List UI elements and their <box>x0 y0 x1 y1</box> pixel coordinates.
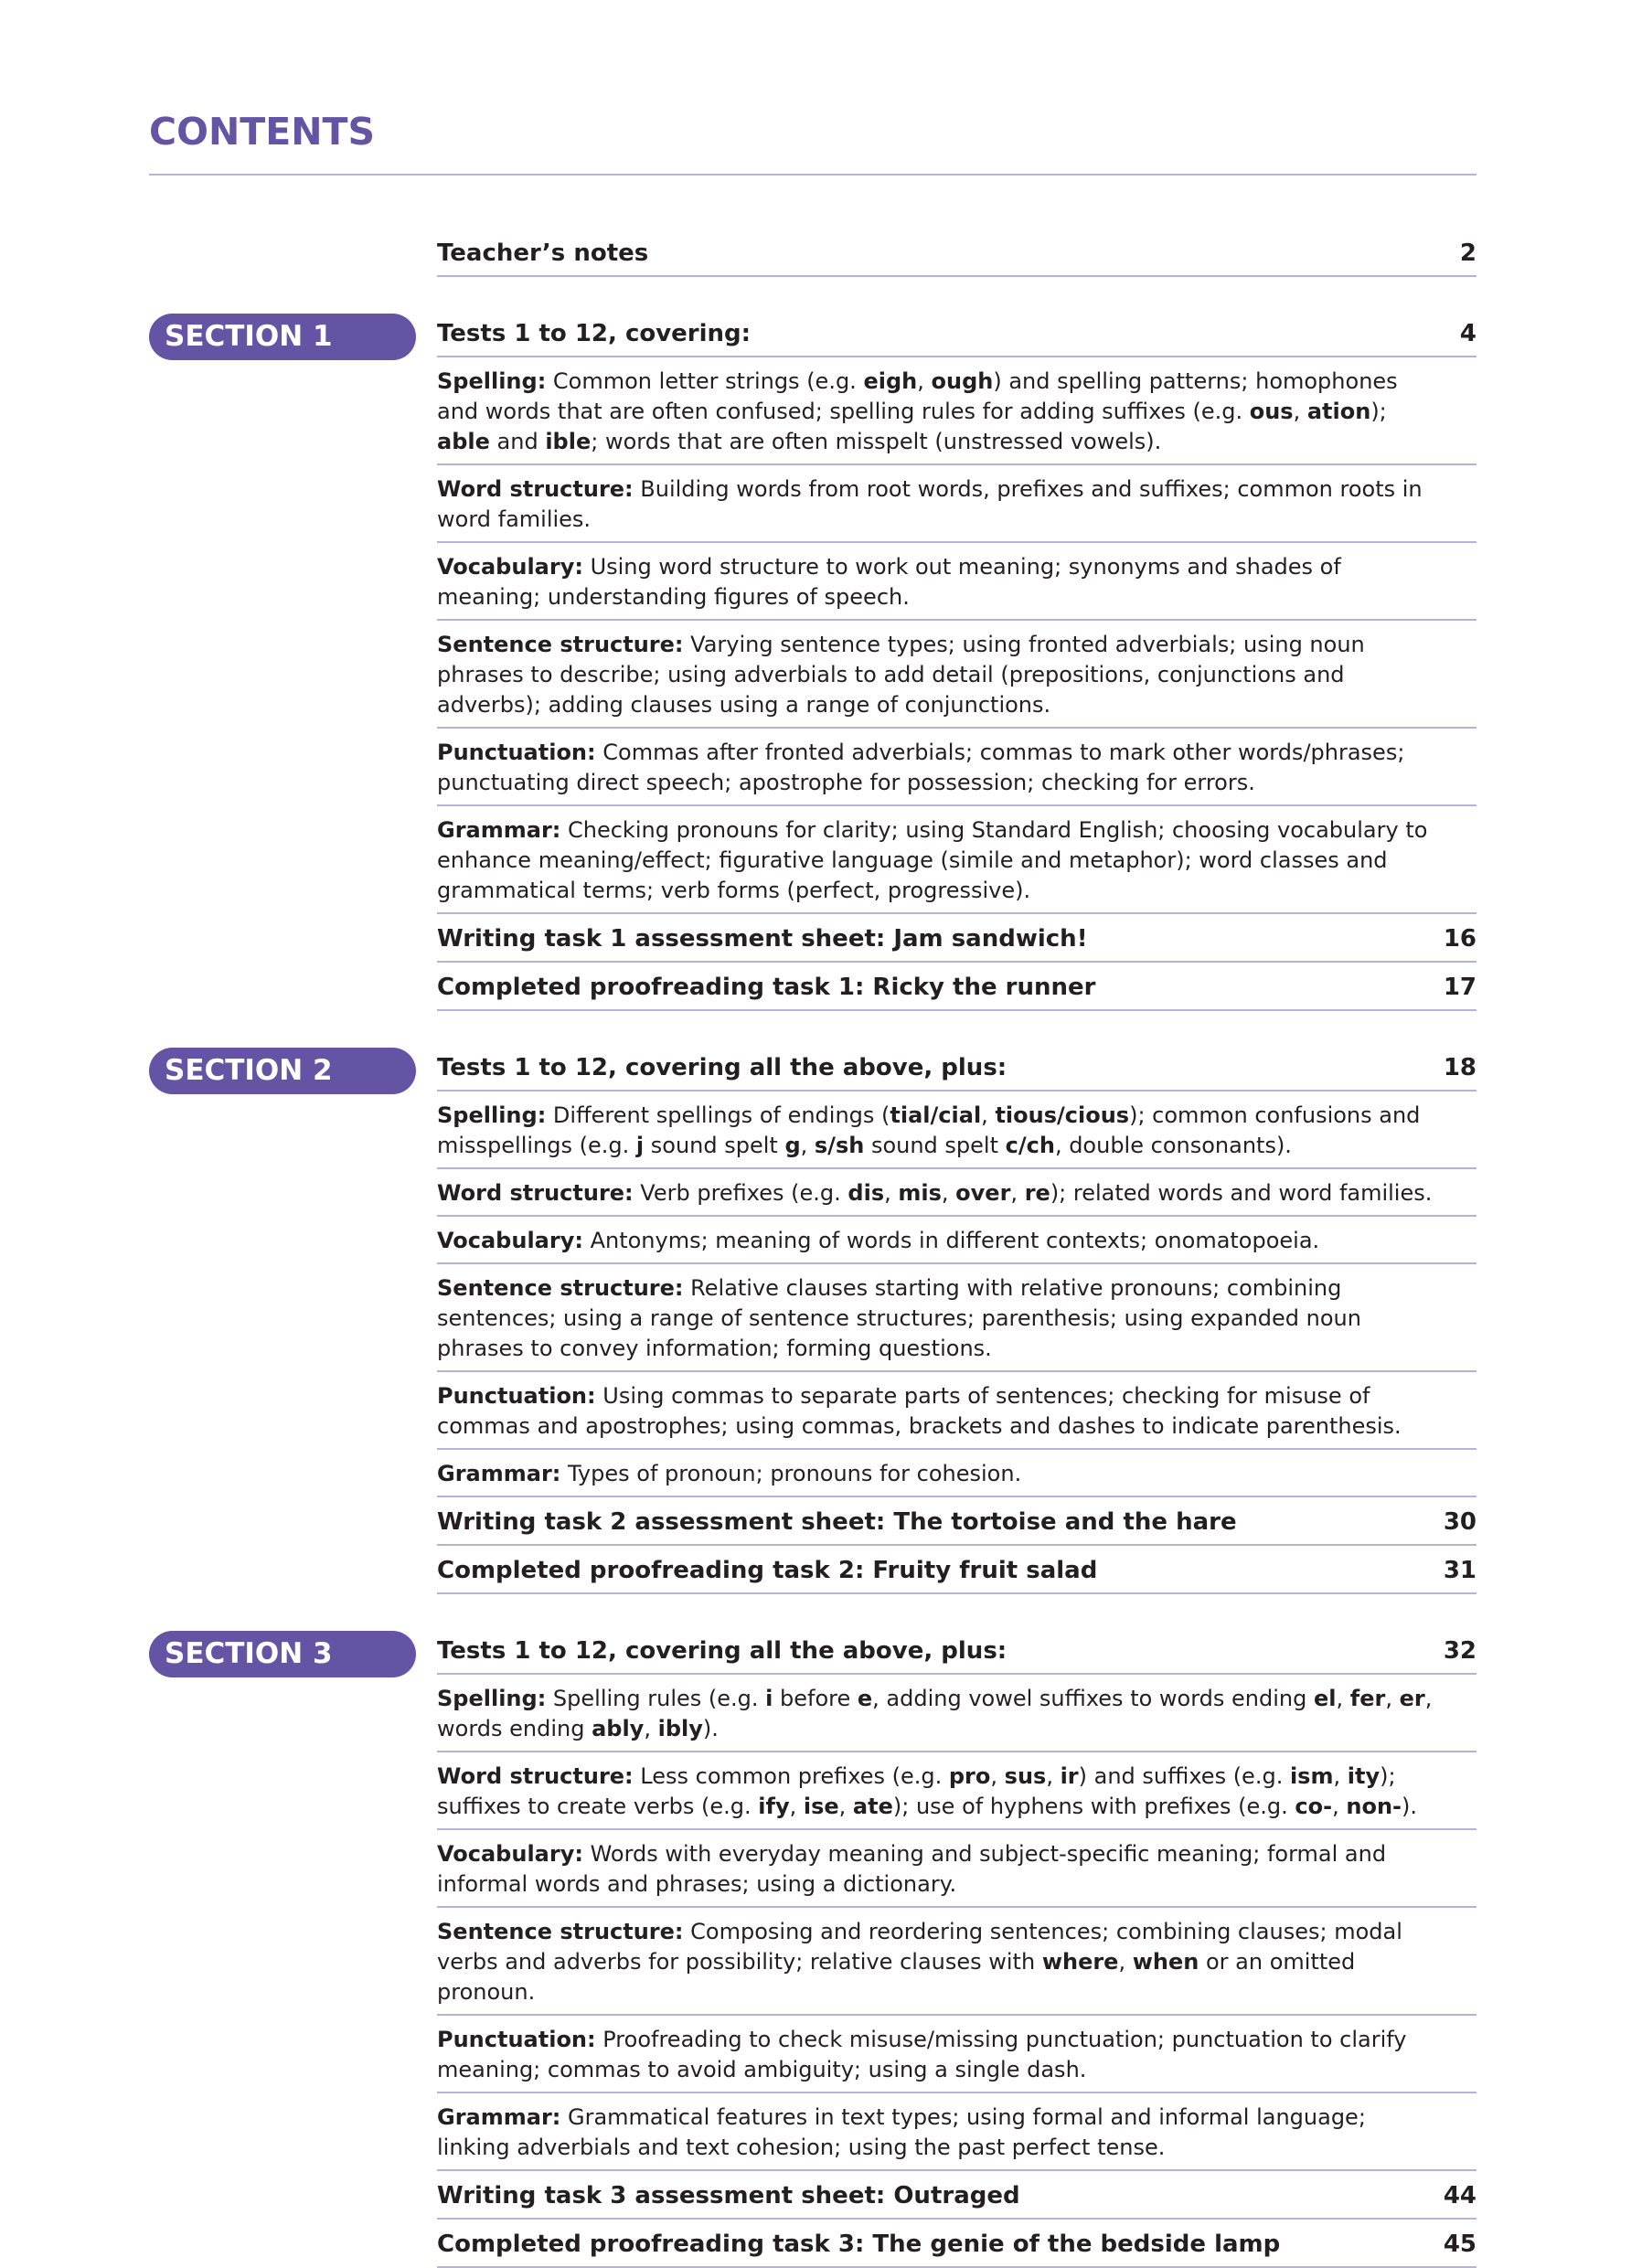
topic-text: , <box>990 1763 1005 1789</box>
topic-text: , words ending <box>437 1686 1433 1741</box>
topic-label: Punctuation: <box>437 2027 596 2052</box>
topic-label: Word structure: <box>437 476 634 502</box>
topic-label: Spelling: <box>437 1102 547 1128</box>
section-heading-label: Tests 1 to 12, covering: <box>437 320 752 347</box>
topic-text: , <box>1333 1763 1348 1789</box>
teachers-notes-page: 2 <box>1459 240 1476 267</box>
topic-row <box>437 1908 1476 2016</box>
topic-example: co- <box>1295 1794 1333 1819</box>
contents-list <box>165 229 1476 2268</box>
topic-description <box>437 1226 1476 1256</box>
task-row[interactable] <box>437 2171 1476 2220</box>
topic-text: , <box>1336 1686 1350 1711</box>
task-page: 45 <box>1443 2231 1476 2258</box>
task-row[interactable] <box>437 2220 1476 2268</box>
topic-label: Punctuation: <box>437 1383 596 1409</box>
page-title: CONTENTS <box>149 110 376 154</box>
title-divider <box>149 174 1476 176</box>
topic-text: Types of pronoun; pronouns for cohesion. <box>560 1461 1022 1486</box>
topic-example: when <box>1132 1949 1199 1975</box>
topic-example: j <box>635 1133 645 1158</box>
topic-description <box>437 552 1476 612</box>
topic-label: Sentence structure: <box>437 1919 684 1944</box>
section-badge: SECTION 2 <box>149 1048 416 1094</box>
teachers-notes-row[interactable] <box>437 229 1476 277</box>
task-row[interactable] <box>437 914 1476 963</box>
topic-text: ) and spelling patterns; homophones and words that are often confused; spelling rules for adding suffixes (e.g. <box>437 368 1398 424</box>
task-label: Completed proofreading task 2: Fruity fruit salad <box>437 1557 1098 1584</box>
topic-label: Punctuation: <box>437 740 596 765</box>
topic-text: Composing and reordering sentences; combining clauses; modal verbs and adverbs for possibility; relative clauses with <box>437 1919 1402 1975</box>
task-page: 44 <box>1443 2182 1476 2209</box>
topic-example: able <box>437 429 490 454</box>
topic-text: , double consonants). <box>1054 1133 1292 1158</box>
topic-text: ); <box>1370 399 1387 424</box>
section-heading-page: 32 <box>1443 1637 1476 1665</box>
topic-text: , <box>789 1794 804 1819</box>
topic-text: Proofreading to check misuse/missing punctuation; punctuation to clarify meaning; commas to avoid ambiguity; using a single dash. <box>437 2027 1407 2082</box>
topic-row <box>437 2093 1476 2171</box>
topic-text: Common letter strings (e.g. <box>546 368 864 394</box>
topic-text: , <box>917 368 932 394</box>
topic-example: i <box>765 1686 773 1711</box>
topic-description <box>437 1381 1476 1442</box>
section-2 <box>165 1043 1476 1594</box>
topic-example: non- <box>1346 1794 1402 1819</box>
topic-label: Grammar: <box>437 1461 561 1486</box>
topic-label: Grammar: <box>437 817 561 843</box>
topic-example: mis <box>898 1180 942 1206</box>
topic-text: Spelling rules (e.g. <box>546 1686 766 1711</box>
topic-example: ir <box>1060 1763 1079 1789</box>
topic-text: Relative clauses starting with relative pronouns; combining sentences; using a range of sentence structures; parenthesis; using expanded noun phrases to convey information; forming questions. <box>437 1275 1361 1361</box>
topic-row <box>437 1264 1476 1372</box>
topic-row <box>437 1752 1476 1830</box>
topic-example: ough <box>931 368 994 394</box>
topic-example: ation <box>1306 399 1371 424</box>
topic-text: ); use of hyphens with prefixes (e.g. <box>892 1794 1295 1819</box>
section-heading-row[interactable] <box>437 1626 1476 1675</box>
topic-text: Grammatical features in text types; using formal and informal language; linking adverbials and text cohesion; using the past perfect tense. <box>437 2104 1366 2160</box>
topic-text: sound spelt <box>864 1133 1006 1158</box>
topic-text: Checking pronouns for clarity; using Standard English; choosing vocabulary to enhance meaning/effect; figurative language (simile and metaphor); word classes and grammatical terms; verb forms (perfect, progressive). <box>437 817 1428 903</box>
topic-row <box>437 806 1476 914</box>
topic-text: , <box>1385 1686 1400 1711</box>
topic-example: re <box>1024 1180 1050 1206</box>
topic-example: ibly <box>657 1716 703 1741</box>
topic-example: g <box>784 1133 801 1158</box>
topic-label: Vocabulary: <box>437 1228 583 1253</box>
topic-label: Spelling: <box>437 368 547 394</box>
topic-text: ); related words and word families. <box>1050 1180 1433 1206</box>
section-3 <box>165 1626 1476 2268</box>
topic-row <box>437 1091 1476 1169</box>
topic-text: ). <box>702 1716 719 1741</box>
section-badge: SECTION 3 <box>149 1631 416 1677</box>
topic-description <box>437 367 1476 457</box>
section-1 <box>165 309 1476 1011</box>
topic-example: ate <box>852 1794 893 1819</box>
topic-row <box>437 357 1476 465</box>
topic-example: ity <box>1347 1763 1380 1789</box>
topic-example: ism <box>1289 1763 1334 1789</box>
topic-example: tial/cial <box>890 1102 982 1128</box>
topic-example: ous <box>1249 399 1294 424</box>
topic-text: , <box>838 1794 853 1819</box>
topic-description <box>437 1101 1476 1161</box>
topic-text: Verb prefixes (e.g. <box>633 1180 848 1206</box>
topic-example: s/sh <box>814 1133 865 1158</box>
topic-description <box>437 1684 1476 1744</box>
topic-example: e <box>857 1686 873 1711</box>
topic-description <box>437 1917 1476 2007</box>
topic-row <box>437 465 1476 543</box>
topic-example: ably <box>592 1716 645 1741</box>
topic-text: , <box>884 1180 899 1206</box>
topic-description <box>437 2103 1476 2163</box>
topic-text: or an omitted pronoun. <box>437 1949 1356 2005</box>
topic-row <box>437 1217 1476 1264</box>
topic-example: tious/cious <box>995 1102 1130 1128</box>
topic-text: Different spellings of endings ( <box>546 1102 890 1128</box>
topic-text: , adding vowel suffixes to words ending <box>872 1686 1314 1711</box>
topic-text: Using commas to separate parts of sentences; checking for misuse of commas and apostrophes; using commas, brackets and dashes to indicate parenthesis. <box>437 1383 1402 1439</box>
topic-row <box>437 1830 1476 1908</box>
topic-text: Building words from root words, prefixes and suffixes; common roots in word families. <box>437 476 1423 532</box>
topic-example: er <box>1399 1686 1425 1711</box>
topic-text: ); common confusions and misspellings (e.g. <box>437 1102 1421 1158</box>
topic-label: Sentence structure: <box>437 632 684 657</box>
topic-row <box>437 1372 1476 1450</box>
task-row[interactable] <box>437 1497 1476 1546</box>
topic-row <box>437 729 1476 806</box>
topic-text: , <box>1293 399 1307 424</box>
task-label: Completed proofreading task 1: Ricky the runner <box>437 974 1096 1001</box>
section-heading-row[interactable] <box>437 309 1476 357</box>
topic-example: c/ch <box>1005 1133 1055 1158</box>
topic-text: Antonyms; meaning of words in different contexts; onomatopoeia. <box>582 1228 1320 1253</box>
topic-example: dis <box>847 1180 885 1206</box>
topic-row <box>437 1450 1476 1497</box>
topic-example: where <box>1041 1949 1119 1975</box>
topic-text: Less common prefixes (e.g. <box>633 1763 949 1789</box>
topic-text: , <box>981 1102 996 1128</box>
section-heading-page: 4 <box>1459 320 1476 347</box>
topic-text: before <box>773 1686 858 1711</box>
task-row[interactable] <box>437 963 1476 1011</box>
topic-text: , <box>1332 1794 1347 1819</box>
topic-text: Varying sentence types; using fronted adverbials; using noun phrases to describe; using adverbials to add detail (prepositions, conjunctions and adverbs); adding clauses using a range of conjunctions. <box>437 632 1365 718</box>
topic-example: pro <box>948 1763 991 1789</box>
topic-text: ). <box>1402 1794 1417 1819</box>
topic-description <box>437 474 1476 535</box>
topic-row <box>437 1169 1476 1217</box>
topic-text: and <box>489 429 546 454</box>
topic-label: Word structure: <box>437 1763 634 1789</box>
task-page: 30 <box>1443 1508 1476 1536</box>
task-page: 17 <box>1443 974 1476 1001</box>
task-label: Writing task 1 assessment sheet: Jam sandwich! <box>437 925 1088 953</box>
topic-description <box>437 1839 1476 1900</box>
topic-row <box>437 1675 1476 1752</box>
topic-row <box>437 543 1476 621</box>
topic-text: Using word structure to work out meaning; synonyms and shades of meaning; understanding figures of speech. <box>437 554 1341 610</box>
topic-example: eigh <box>863 368 918 394</box>
topic-label: Vocabulary: <box>437 554 583 580</box>
topic-example: over <box>955 1180 1011 1206</box>
topic-description <box>437 1459 1476 1489</box>
topic-label: Grammar: <box>437 2104 561 2130</box>
task-page: 31 <box>1443 1557 1476 1584</box>
teachers-notes-label: Teacher’s notes <box>437 240 649 267</box>
topic-text: , <box>941 1180 956 1206</box>
section-badge: SECTION 1 <box>149 314 416 360</box>
task-label: Completed proofreading task 3: The genie of the bedside lamp <box>437 2231 1281 2258</box>
topic-text: , <box>800 1133 815 1158</box>
topic-text: ); suffixes to create verbs (e.g. <box>437 1763 1396 1819</box>
topic-description <box>437 1762 1476 1822</box>
task-page: 16 <box>1443 925 1476 953</box>
topic-example: sus <box>1004 1763 1047 1789</box>
topic-example: ible <box>545 429 592 454</box>
topic-description <box>437 1178 1476 1209</box>
task-label: Writing task 3 assessment sheet: Outraged <box>437 2182 1020 2209</box>
topic-text: Commas after fronted adverbials; commas to mark other words/phrases; punctuating direct speech; apostrophe for possession; checking for errors. <box>437 740 1405 795</box>
topic-description <box>437 1273 1476 1364</box>
topic-row <box>437 621 1476 729</box>
topic-label: Spelling: <box>437 1686 547 1711</box>
topic-text: , <box>644 1716 658 1741</box>
topic-text: ; words that are often misspelt (unstressed vowels). <box>591 429 1162 454</box>
topic-example: ify <box>758 1794 790 1819</box>
topic-text: sound spelt <box>644 1133 785 1158</box>
topic-example: el <box>1314 1686 1337 1711</box>
section-heading-page: 18 <box>1443 1054 1476 1081</box>
topic-text: , <box>1046 1763 1061 1789</box>
topic-example: ise <box>803 1794 839 1819</box>
topic-text: ) and suffixes (e.g. <box>1078 1763 1290 1789</box>
topic-example: fer <box>1349 1686 1386 1711</box>
topic-text: , <box>1118 1949 1133 1975</box>
topic-text: Words with everyday meaning and subject-specific meaning; formal and informal words and phrases; using a dictionary. <box>437 1841 1387 1897</box>
topic-label: Sentence structure: <box>437 1275 684 1301</box>
topic-description <box>437 2025 1476 2085</box>
topic-description <box>437 815 1476 906</box>
section-heading-label: Tests 1 to 12, covering all the above, plus: <box>437 1637 1007 1665</box>
topic-text: , <box>1010 1180 1025 1206</box>
section-heading-row[interactable] <box>437 1043 1476 1091</box>
topic-description <box>437 630 1476 720</box>
topic-label: Word structure: <box>437 1180 634 1206</box>
task-row[interactable] <box>437 1546 1476 1594</box>
task-label: Writing task 2 assessment sheet: The tortoise and the hare <box>437 1508 1237 1536</box>
topic-description <box>437 738 1476 798</box>
section-heading-label: Tests 1 to 12, covering all the above, plus: <box>437 1054 1007 1081</box>
topic-row <box>437 2016 1476 2093</box>
topic-label: Vocabulary: <box>437 1841 583 1867</box>
